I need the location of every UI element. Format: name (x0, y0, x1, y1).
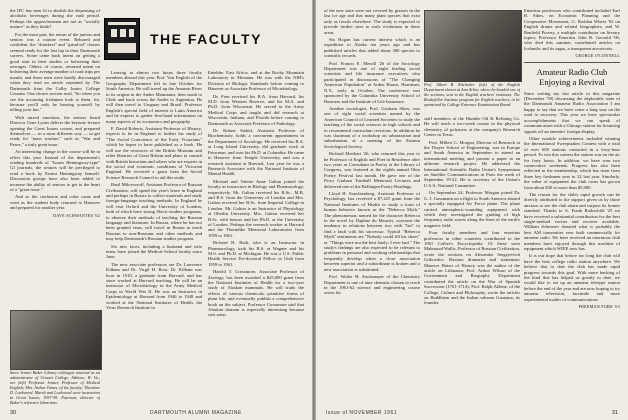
paragraph: Leaving at almost two hours three faculty members abroad this year. Prof. Von English of the Geography Department left in late October for South America. He will travel up the Amazon River to its origins in the Andes Mountains, then south to Chile and back across the Andes to Argentina. He will then travel to Uruguay and Brazil. Professor English's special field of interest is Latin America and he expects to gather first-hand information on many aspects of its economics and geography. (106, 70, 202, 124)
paragraph: Emeritus professors who contributed included Earl R. Sikes, on Economic Planning and the Cooperative Movement; G. Roddan Wheer '02 on English drama and related biographies, and W. Benfield Provey, a multiple contributor on literary topics; Professor Emeritus John R. Gerould '06, who died this summer, contributed articles on Icelandic and its sagas, a transparent arrowroots. (524, 8, 620, 51)
left-column-2 (106, 70, 202, 405)
paragraph: Another sociologist, Prof. Grisham Sikes, was one of eight social scientists named by the American Council of Learned Societies to study the teaching of the social sciences in high schools and to recommend curriculum revisions. In addition he was chairman of a workshop on urbanization and suburbanism at a meeting of the Eastern Sociological Society. (324, 105, 420, 149)
paragraph: Richard Eberhart '26, who returned this year to be Professor of English and Poet in Residence after two years as Consultant in Poetry at the Library of Congress, was featured at the eighth annual Ohio Poetry Festival last month. He gave one of the Percy Graham Turnbull Memorial Lectures and delivered one of the Bollingen Poetry Readings. (324, 151, 420, 189)
paragraph: Lloyd H. Sonchtenberg, Assistant Professor of Psychology, has received a $7,225 grant from the National Institutes of Health to study a form of human behavior known as the "Rebecca Myth." The phenomenon, named for the character Rebecca in the novel by Daphne du Maurier, concerns the tendency in relations between two with "her" to find a fault with his successor. Typical "Rebecca Myth" sentiments are "Nobody could fill his shoes" or "Things were not the best lately; I ever had." The study's findings are also expected to be relevant to problems in personal and working relationships that frequently develop when a close association between superior and a subordinate is broken and a new association is substituted. (324, 191, 420, 272)
paragraph: The reason for the club's rapid growth can be directly attributed to the support given us by those anxious to see the club attain and surpass its former standard. Thanks to A. Frank Rothschild '25 we have received a substantial contribution for the best single-method exciter and receiver available. William Schmerer donated what is probably the best AM transmitter ever built commercially for amateur radio. We have received an enormous club members have enjoyed through this machine of equipment which WIEE now has. (524, 191, 620, 252)
paragraph: It is our hope that before too long the club will have the best college radio station anywhere. We believe that to date the club has made rapid progress towards this goal. With more backing of the kind that has helped us greatly to date, we would like to set up an amateur teletype station before the end of the year and are now hoping to try amateur television, facsimile and more experimental modes of communications. (524, 253, 620, 302)
paragraph: Since writing my last article in this magazine (December '59) discussing the deplorable state of the Dartmouth Amateur Radio Association I am happy to say that we have come a long way on the road to recovery. This year we have spectacular accomplishments that we can speak of communication with a Chicago station for bouncing signals off an enemies' foreign display. (524, 90, 620, 134)
paragraph: Four faculty members and four emeritus professors in other countries contributed to the 1961 Collier's Encyclopedia. Of these were Mahmoud Wallis, Professor of Russian Civilization, wrote the sections on Alexander Sergeyevich Griboedov, Russian dramatist and statesman; Maurice Hatori of History was the author of the article on Lithuania; Prof. Arthur Wilson of the Government and Biography Department contributed the article on the War of Spanish Succession (1701-1714); Prof. Ralph Aldene, of the College, Culture and Philosophy, wrote the articles on Buddhism and the Indian sabaran Gautama, its founder. (424, 230, 520, 306)
folio: DARTMOUTH ALUMNI MAGAZINE (150, 410, 242, 416)
paragraph: Six new faces, including a husband and wife team, have joined the Medical School faculty since June. (106, 243, 202, 260)
paragraph: Prof. Millett G. Morgan, Director of Research at the Thayer School of Engineering, was in Europe and South America in September to attend an international meeting and present a paper to an airborne research project. He addressed the International Scientific Radio Union's Symposium on Satellite Communications in Paris the week of September 19-22. He is secretary of the Union's U.S.A. National Committee. (424, 139, 520, 188)
paragraph: Other notable achievements included winning the International Sweepstakes Contest with a total of over 600 stations contacted in a forty-hour period. To win this contest the station was on the air for forty hours. In addition, we have won two consecutive weekends. Progress has also been reflected in the membership, which has risen from three key freshmen year to 22 last year. Similarly, the value of equipment the club owns has grown from about $30 to more than $5,000. (524, 135, 620, 190)
right-column-1 (324, 8, 420, 406)
paragraph: Dr. Robert Siekid, Assistant Professor of Biochemistry, holds a concurrent appointment in the Department of Sociology. He received his B.A. at Long Island University, did graduate work at Princeton, and won his Ph.D. at Columbia. He came to Hanover from Temple University, and was a research assistant at Harvard. Last year he was a Research Associate with the National Institute of Mental Health. (208, 128, 304, 177)
left-column-3 (208, 70, 304, 405)
paragraph: Prof. Walter H. Stockmayer of the Chemistry Department is one of nine chemists chosen to teach in the 1961-62 science and engineering course series for (324, 274, 420, 296)
section-banner (104, 14, 304, 64)
paragraph: F. David Roberts, Assistant Professor of History, expects to be in England to further his study of "The Social Conscience of the Early Victorians" which he hopes to have published as a book. He will use the resources of the British Museum and other libraries of Great Britain and plans to consult with British historians and others who are experts in the social and economic conditions of Victorian England. He received a grant from the Social Science Research Council to aid this study. (106, 126, 202, 180)
paragraph: The new associate professors are Dr. Lawrence Kilham and Dr. Virgil H. Ross. Dr. Kilham was born in 1910, a graduate from Harvard, and has since worked at Harvard teaching. He will be an instructor of Microbiology in the Army Medical Corps in World War II. He was an Instructor in Epidemiology at Harvard from 1946 to 1948 and worked at the National Institutes of Health, the Virus Research Institute in (106, 261, 202, 311)
page-number: 30 (10, 410, 17, 416)
paragraph: For the most part, the return of the juniors and seniors was a routine event. Rebored and confident, the "drunkest" and "grind-ed" classes seemed ready for the last lap in their Dartmouth careers. Some came back intent on getting a good start in their studies or bolstering their averages. Others, of course, returned intent on bolstering their average number of road trips per month, and these men were hardly discouraged when they read an article reprinted by The Dartmouth from the Colby Junior College Courant. One choice section read, "So when you see the incoming freshmen look at them, for, because you'll only be hearing yourself by telling your fun." (10, 31, 100, 113)
paragraph: Prof. Francis E. Merrill '26 of the Sociology Department was one of eight leading social scientists and life insurance executives who participated in discussions of "The Changing American Population" at Arden House, Harriman, N.Y., early in October. The conference was sponsored by the Columbia University School of Business and the Institute of Life Insurance. (324, 60, 420, 104)
author-signature: FREEMAN FORK '63 (578, 304, 620, 310)
paragraph: With mixed emotions, the seniors heard Director Gene Lyons deliver the keynote lecture opening the Great Issues course, and prepared themselves — in a most different way — to get ready for "mass warfare," such as "War and Peace," a truly great issue. (10, 114, 100, 147)
paragraph: Basil Milovsoroff, Assistant Professor of Russian Civilization, will spend the year's leave in England and perhaps in Russia to collect materials and study foreign-language teaching methods. In England he will visit Oxford and the University of London, both of which have strong Slavic-studies programs, to observe their methods of teaching the Russian language and literature. In Russia, where he has not been granted visas, will travel in Russia to teach Russian to non-Russians and other methods and may help Dartmouth's Russian studies program. (106, 182, 202, 242)
author-signature: DAVE SCHWANTES '62 (53, 212, 100, 218)
paragraph: Michael and Valerie Anne Galton joined the faculty as instructors in Biology and Pharmacology, respectively. Mr. Galton received his B.Sc., M.B. and B.S. from the University of London and Mrs. Galton received her B.Sc. from Imperial College in London. Mr. Galton is an Instructor of Physiology at Oberlin University. Mrs. Galton received her B.Sc. with honors and her Ph.D. at the University of London. Perhaps the research worker at Harvard and the Thorndike Memorial Laboratories from 1959 to 1961. (208, 178, 304, 238)
photo-caption: Prof. Albert B. Kitchaber (left) of the English Department shown at Ann Arbor, where he headed one of the sections, sent to the English teachers' institutes. The Rockefeller Institute program for English teachers, to be sponsored by College Entrance Examination Board. (424, 82, 520, 107)
faculty-photo (10, 310, 102, 370)
folio: Issue of NOVEMBER 1961 (326, 410, 398, 416)
divider (524, 62, 620, 63)
left-column-1 (10, 8, 100, 308)
right-page (316, 0, 628, 420)
paragraph: of the new state were not covered by grasses in the last ice age and that many plant species that exist only as fossils elsewhere. The study is expected to provide further sites to early evolutions in these areas. (324, 8, 420, 35)
page-number: 31 (611, 410, 618, 416)
professor-photo (424, 10, 522, 82)
section-title: THE FACULTY (150, 31, 262, 47)
right-column-2 (424, 116, 520, 406)
author-signature: GEORGE O'CONNELL (575, 53, 620, 59)
paragraph: Dr. Fern received his B.A. from Harvard, his M.D. from Western Reserve, and his M.A. and Ph.D. from Wisconsin. He served in the Army Medical Corps and taught and did research at Wisconsin, Indiana, and Florida before coming to Dartmouth as Associate Professor of Pathology. (208, 93, 304, 126)
paragraph: On September 24, Professor Morgan joined Dr. G. J. Gassmann on a flight to South America aboard a specially equipped Air Force plane. The plane carried atmospheric-sounding equipment with which they investigated the guiding of high frequency radio waves along the lines of the earth's magnetic field. (424, 190, 520, 228)
paragraph: staff members of the Humble Oil & Refining Co. He will teach a two-week course in the physical chemistry of polymers at the company's Research Center in Texas. (424, 116, 520, 138)
right-column-3 (524, 8, 620, 406)
paragraph: And so the confusion and color came and went as the student body returned to Hanover and prepared for another year. (10, 194, 100, 211)
paragraph: the IFC has seen fit to abolish the dispensing of alcoholic beverages during the rush period. Perhaps the upperclassmen are not as "socially mature" as they think? (10, 8, 100, 30)
article-headline: Amateur Radio Club Enjoying a Revival (536, 66, 608, 87)
left-page (0, 0, 312, 420)
paragraph: Richard H. Roth, who is an Instructor in Pharmacology, took his B.S. at Wagner and his M.S. and Ph.D. at Michigan. He was a U.S. Public Health Service Pre-doctoral Fellow in Utah from 1959 to 1961. (208, 240, 304, 267)
college-building-logo-icon (104, 18, 140, 60)
paragraph: Entebbe, East Africa, and at the Rocky Mountain Laboratory in Montana. He was with the NIH's Division of Biologic Standards before coming to Hanover as Associate Professor of Microbiology. (208, 70, 304, 92)
photo-caption: Steve Jenner Baker Library colleague retained as an administrator of Crosset College, Athlone, W. Va., are (left) Professor Jenner, Professor of Medical English; Mrs. Arthur Tomes, of the faculty; Theodore D. Lockwood, Marsh and Lockwood were instructors in Great Issues, 1957-59. Paterson, director of Baker's reference librarians. (10, 370, 100, 405)
paragraph: An interesting change in the course will be in effect this year. Instead of the department's reading hundreds of "Issues Hemingway-type" GI journals, the seniors will be privileged to read a book by Ernest Hemingway himself. Discussion groups have also been added to increase the ability of seniors to get to the heart of a "great issue." (10, 149, 100, 192)
paragraph: Six Hogan has current interest which is an expedition to Alaska ten years ago and has published articles that added about 300 species to scientific records. (324, 37, 420, 59)
paragraph: Harold T. Crossmore, Associate Professor of Zoology, has been awarded a $25,000 grant from the National Institutes of Health for a two-year study of Alaskan mammals. He will study the effects of various chemicals, primitive forms of plant life, and eventually publish a comprehensive book on the subject. Professor Crossmore said that Alaskan domain is especially interesting because vast areas (208, 269, 304, 318)
